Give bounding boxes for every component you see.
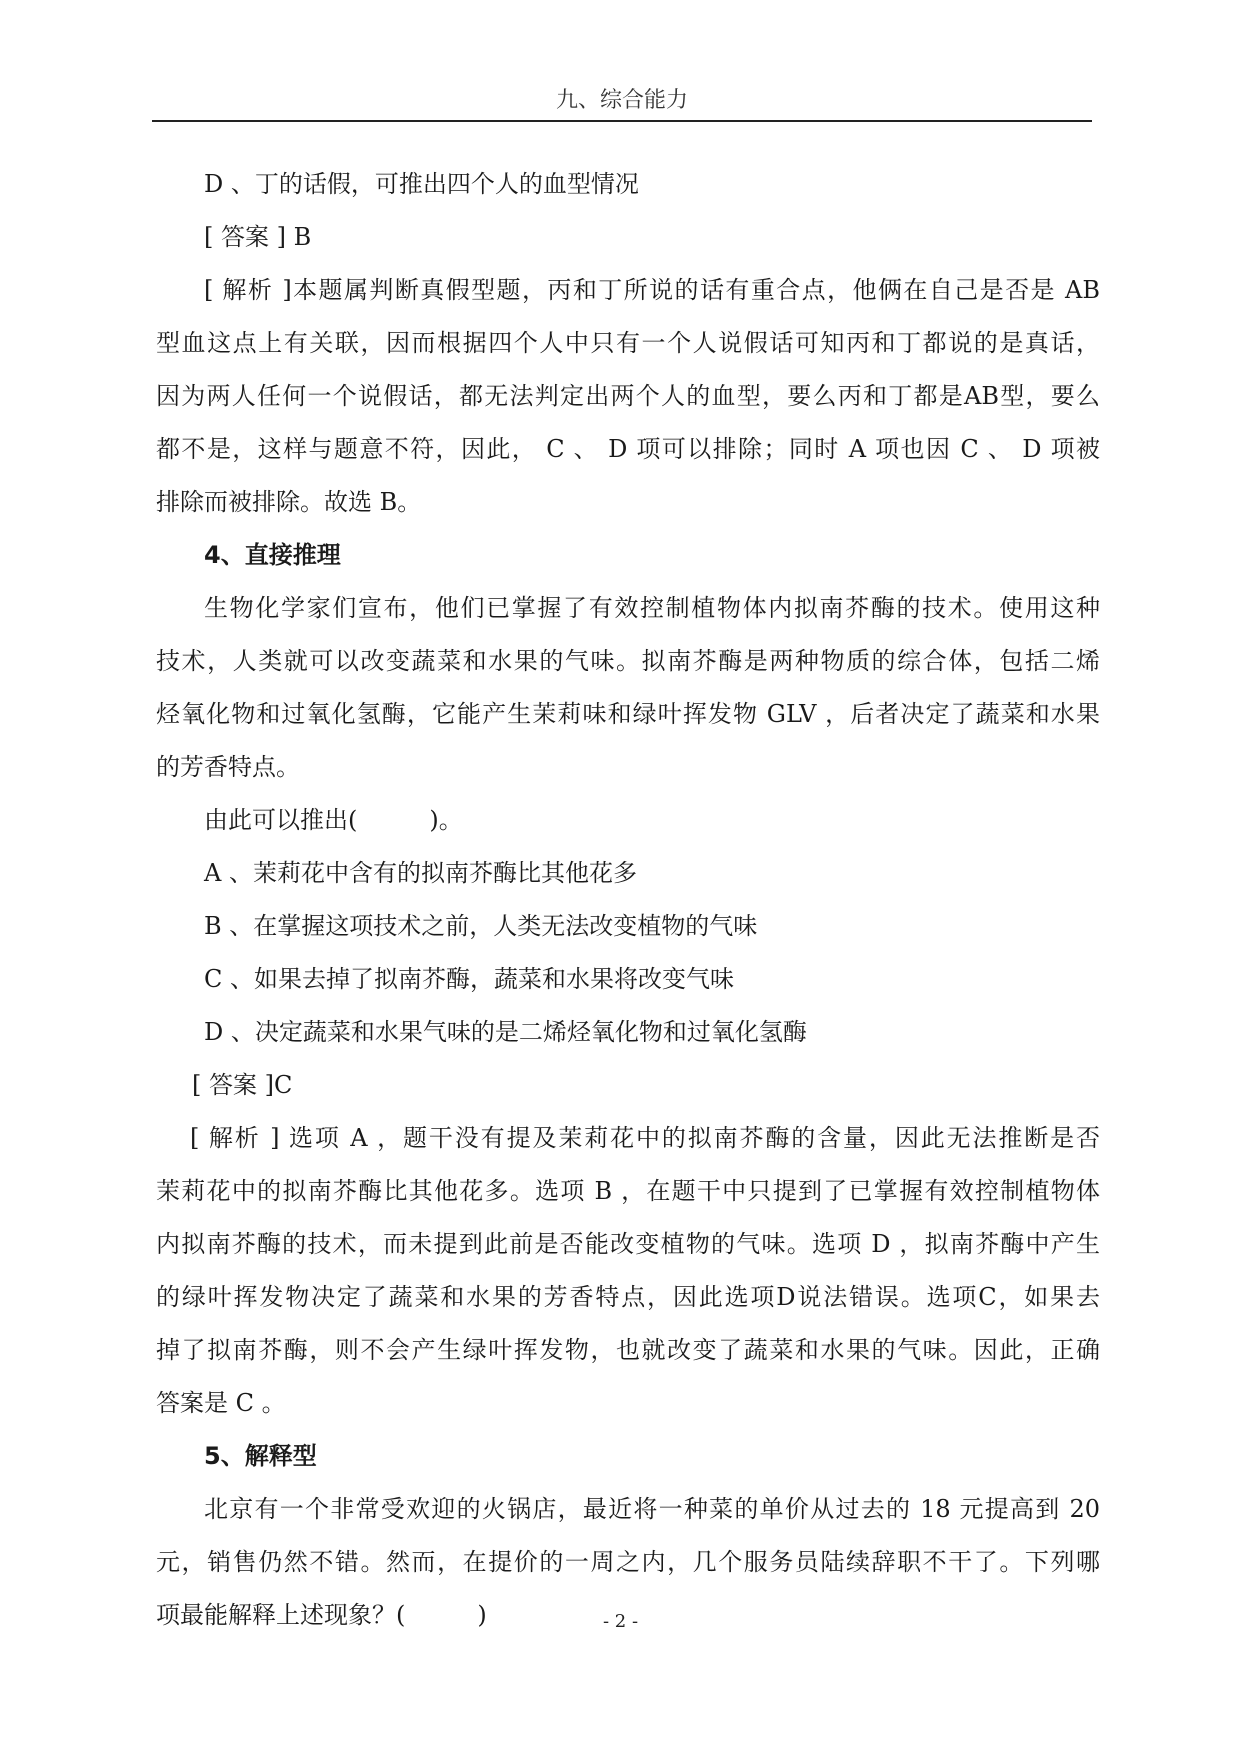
stem-line: 技术，人类就可以改变蔬菜和水果的气味。拟南芥酶是两种物质的综合体，包括二烯 <box>156 647 1100 675</box>
analysis-line: 掉了拟南芥酶，则不会产生绿叶挥发物，也就改变了蔬菜和水果的气味。因此，正确 <box>156 1336 1100 1364</box>
analysis-line: 的绿叶挥发物决定了蔬菜和水果的芳香特点，因此选项D说法错误。选项C，如果去 <box>156 1283 1100 1311</box>
prev-analysis-line: 型血这点上有关联，因而根据四个人中只有一个人说假话可知丙和丁都说的是真话， <box>156 329 1100 357</box>
section-4-title: 4、直接推理 <box>204 541 341 569</box>
option-c: C 、如果去掉了拟南芥酶，蔬菜和水果将改变气味 <box>204 965 734 993</box>
analysis-line: 答案是 C 。 <box>156 1389 286 1417</box>
prev-option-d: D 、丁的话假，可推出四个人的血型情况 <box>204 170 639 198</box>
analysis-line: [ 解析 ] 选项 A ，题干没有提及茉莉花中的拟南芥酶的含量，因此无法推断是否 <box>190 1124 1100 1152</box>
option-b: B 、在掌握这项技术之前，人类无法改变植物的气味 <box>204 912 758 940</box>
page-header-title: 九、综合能力 <box>555 88 688 113</box>
prev-analysis <box>156 264 1100 529</box>
prev-analysis-line: [ 解析 ]本题属判断真假型题，丙和丁所说的话有重合点，他俩在自己是否是 AB <box>204 276 1100 304</box>
prev-analysis-line: 都不是，这样与题意不符，因此， C 、 D 项可以排除；同时 A 项也因 C 、 D 项被 <box>156 435 1100 463</box>
section-4-stem <box>156 582 1100 794</box>
prev-answer: [ 答案 ] B <box>204 223 312 251</box>
stem-line: 项最能解释上述现象？( ) <box>156 1601 487 1629</box>
page-number: - 2 - <box>602 1611 639 1632</box>
section-5-title: 5、解释型 <box>204 1442 317 1470</box>
stem-line: 元，销售仍然不错。然而，在提价的一周之内，几个服务员陆续辞职不干了。下列哪 <box>156 1548 1100 1576</box>
section-4-options <box>156 847 1100 1059</box>
stem-line: 的芳香特点。 <box>156 753 300 781</box>
stem-line: 生物化学家们宣布，他们已掌握了有效控制植物体内拟南芥酶的技术。使用这种 <box>204 594 1100 622</box>
section-4-answer: [ 答案 ]C <box>192 1071 293 1099</box>
stem-line: 北京有一个非常受欢迎的火锅店，最近将一种菜的单价从过去的 18 元提高到 20 <box>204 1495 1100 1523</box>
prev-analysis-line: 因为两人任何一个说假话，都无法判定出两个人的血型，要么丙和丁都是AB型，要么 <box>156 382 1100 410</box>
analysis-line: 内拟南芥酶的技术，而未提到此前是否能改变植物的气味。选项 D ，拟南芥酶中产生 <box>156 1230 1100 1258</box>
section-4-question: 由此可以推出( )。 <box>204 806 463 834</box>
option-a: A 、茉莉花中含有的拟南芥酶比其他花多 <box>204 859 637 887</box>
option-d: D 、决定蔬菜和水果气味的是二烯烃氧化物和过氧化氢酶 <box>204 1018 807 1046</box>
prev-analysis-line: 排除而被排除。故选 B。 <box>156 488 422 516</box>
section-4-analysis <box>156 1112 1100 1430</box>
analysis-line: 茉莉花中的拟南芥酶比其他花多。选项 B ，在题干中只提到了已掌握有效控制植物体 <box>156 1177 1100 1205</box>
header-divider <box>152 120 1092 122</box>
stem-line: 烃氧化物和过氧化氢酶，它能产生茉莉味和绿叶挥发物 GLV ，后者决定了蔬菜和水果 <box>156 700 1100 728</box>
page-body <box>156 158 1100 1642</box>
